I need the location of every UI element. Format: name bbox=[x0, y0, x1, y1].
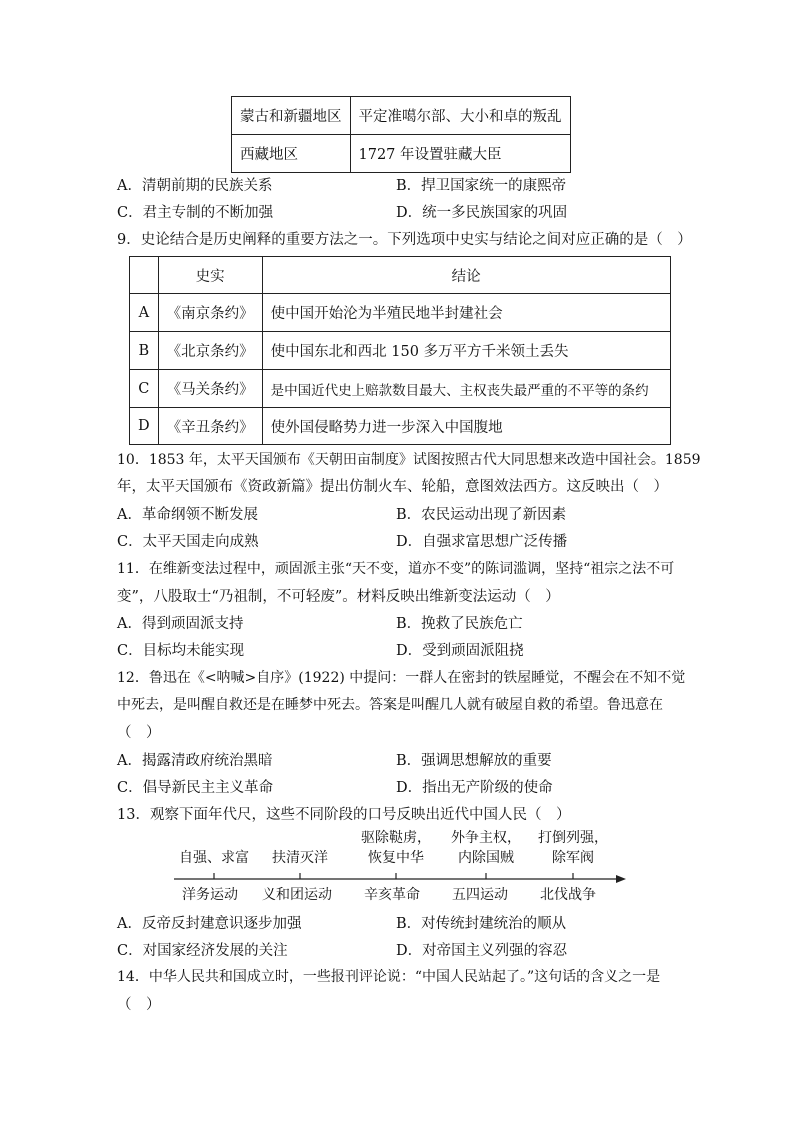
option-b: B．挽救了民族危亡 bbox=[396, 616, 523, 632]
option-d: D．统一多民族国家的巩固 bbox=[396, 205, 568, 221]
table-cell: 《马关条约》 bbox=[158, 370, 262, 408]
table-cell: C bbox=[130, 370, 159, 408]
table-cell: B bbox=[130, 332, 159, 370]
option-a: A．革命纲领不断发展 bbox=[117, 507, 258, 523]
timeline-arrow-icon bbox=[616, 875, 626, 883]
timeline-slogan: 自强、求富 bbox=[179, 850, 249, 866]
option-c: C．君主专制的不断加强 bbox=[117, 205, 274, 221]
table-header-cell: 史实 bbox=[158, 257, 262, 294]
option-d: D．受到顽固派阻挠 bbox=[396, 643, 524, 659]
table-cell: A bbox=[130, 294, 159, 332]
question-12-line3: （ ） bbox=[117, 725, 161, 741]
option-a: A．反帝反封建意识逐步加强 bbox=[117, 916, 302, 932]
timeline-event: 五四运动 bbox=[452, 887, 508, 903]
timeline-event: 辛亥革命 bbox=[364, 887, 420, 903]
option-b: B．强调思想解放的重要 bbox=[396, 753, 552, 769]
table-cell: 《南京条约》 bbox=[158, 294, 262, 332]
option-d: D．对帝国主义列强的容忍 bbox=[396, 943, 568, 959]
table-cell: 平定准噶尔部、大小和卓的叛乱 bbox=[350, 97, 570, 135]
top-table bbox=[231, 96, 571, 173]
option-d: D．指出无产阶级的使命 bbox=[396, 780, 553, 796]
question-13-stem: 13．观察下面年代尺，这些不同阶段的口号反映出近代中国人民（ ） bbox=[117, 807, 571, 823]
q9-table bbox=[129, 256, 671, 445]
table-cell: 是中国近代史上赔款数目最大、主权丧失最严重的不平等的条约 bbox=[262, 370, 670, 408]
timeline-event: 北伐战争 bbox=[540, 887, 596, 903]
timeline-slogan: 驱除鞑虏， 恢复中华 bbox=[361, 830, 431, 866]
option-d: D．自强求富思想广泛传播 bbox=[396, 534, 568, 550]
question-14-line1: 14．中华人民共和国成立时，一些报刊评论说：“中国人民站起了。”这句话的含义之一是 bbox=[117, 969, 661, 985]
question-9-stem: 9．史论结合是历史阐释的重要方法之一。下列选项中史实与结论之间对应正确的是（ ） bbox=[117, 232, 692, 248]
table-cell: 使外国侵略势力进一步深入中国腹地 bbox=[262, 408, 670, 445]
question-10-line2: 年，太平天国颁布《资政新篇》提出仿制火车、轮船，意图效法西方。这反映出（ ） bbox=[117, 479, 668, 495]
timeline-event: 洋务运动 bbox=[182, 887, 238, 903]
table-header-cell bbox=[130, 257, 159, 294]
option-a: A．清朝前期的民族关系 bbox=[117, 178, 273, 194]
timeline-axis bbox=[160, 870, 630, 884]
table-cell: 《辛丑条约》 bbox=[158, 408, 262, 445]
question-14-line2: （ ） bbox=[117, 997, 161, 1013]
table-cell: 使中国东北和西北 150 多万平方千米领土丢失 bbox=[262, 332, 670, 370]
option-c: C．倡导新民主主义革命 bbox=[117, 780, 274, 796]
table-cell: 1727 年设置驻藏大臣 bbox=[350, 135, 570, 173]
table-cell: D bbox=[130, 408, 159, 445]
table-cell: 《北京条约》 bbox=[158, 332, 262, 370]
option-a: A．揭露清政府统治黑暗 bbox=[117, 753, 273, 769]
question-12-line2: 中死去，是叫醒自救还是在睡梦中死去。答案是叫醒几人就有破屋自救的希望。鲁迅意在 bbox=[117, 697, 663, 713]
table-header-cell: 结论 bbox=[262, 257, 670, 294]
option-c: C．对国家经济发展的关注 bbox=[117, 943, 288, 959]
question-11-line2: 变”，八股取士“乃祖制，不可轻废”。材料反映出维新变法运动（ ） bbox=[117, 589, 560, 605]
option-b: B．捍卫国家统一的康熙帝 bbox=[396, 178, 567, 194]
option-b: B．农民运动出现了新因素 bbox=[396, 507, 567, 523]
option-c: C．目标均未能实现 bbox=[117, 643, 245, 659]
timeline-figure bbox=[160, 828, 630, 908]
timeline-slogan: 打倒列强， 除军阀 bbox=[538, 830, 608, 866]
option-b: B．对传统封建统治的顺从 bbox=[396, 916, 567, 932]
timeline-slogan: 外争主权， 内除国贼 bbox=[451, 830, 521, 866]
option-a: A．得到顽固派支持 bbox=[117, 616, 244, 632]
question-11-line1: 11．在维新变法过程中，顽固派主张“天不变，道亦不变”的陈词滥调，坚持“祖宗之法不可 bbox=[117, 561, 675, 577]
timeline-slogan: 扶清灭洋 bbox=[272, 850, 328, 866]
question-12-line1: 12．鲁迅在《<呐喊>自序》(1922) 中提问：一群人在密封的铁屋睡觉，不醒会在不知不觉 bbox=[117, 670, 686, 686]
option-c: C．太平天国走向成熟 bbox=[117, 534, 259, 550]
timeline-event: 义和团运动 bbox=[262, 887, 332, 903]
table-cell: 使中国开始沦为半殖民地半封建社会 bbox=[262, 294, 670, 332]
table-cell: 西藏地区 bbox=[232, 135, 351, 173]
table-cell: 蒙古和新疆地区 bbox=[232, 97, 351, 135]
question-10-line1: 10．1853 年，太平天国颁布《天朝田亩制度》试图按照古代大同思想来改造中国社会。1859 bbox=[117, 452, 701, 468]
